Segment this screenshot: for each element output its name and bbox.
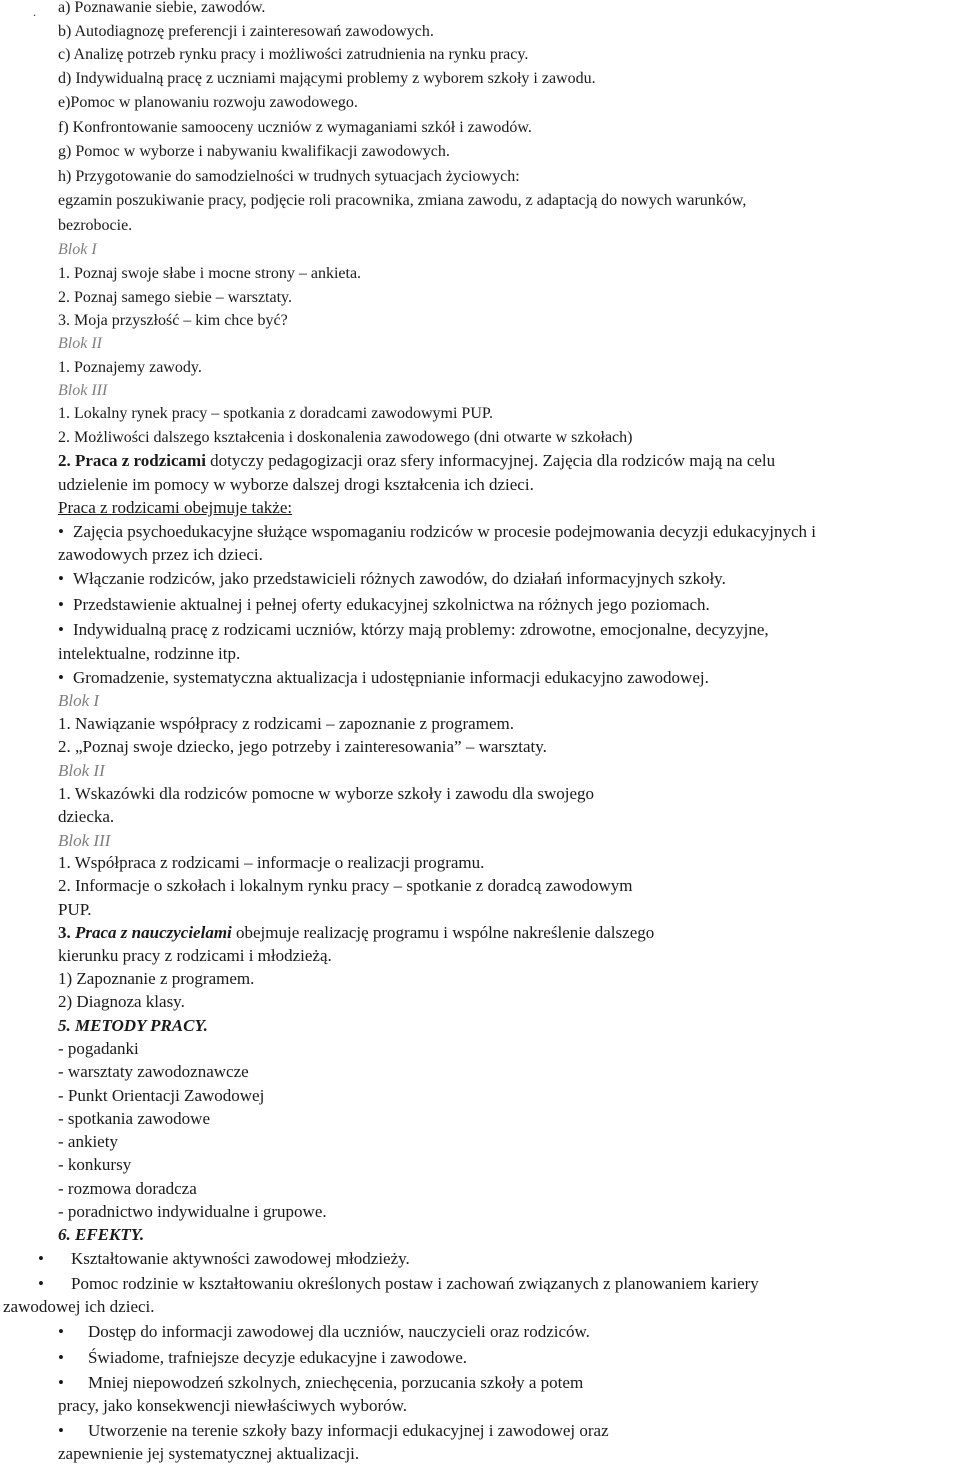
parents-blok-2-item-continued: dziecka.: [58, 807, 115, 826]
methods-item: - spotkania zawodowe: [58, 1109, 211, 1128]
students-blok-3-heading: Blok III: [58, 382, 108, 399]
objective-c: c) Analizę potrzeb rynku pracy i możliwości zatrudnienia na rynku pracy.: [58, 46, 529, 63]
parents-blok-1-heading: Blok I: [58, 691, 100, 710]
parents-bullet-text: Włączanie rodziców, jako przedstawicieli różnych zawodów, do działań informacyjnych szkoły.: [73, 569, 726, 588]
students-blok-1-heading: Blok I: [58, 241, 97, 258]
methods-item: - warsztaty zawodoznawcze: [58, 1062, 249, 1081]
teachers-intro-line-2: kierunku pracy z rodzicami i młodzieżą.: [58, 946, 332, 965]
students-blok-2-heading: Blok II: [58, 335, 102, 352]
effects-item: Dostęp do informacji zawodowej dla uczniów, nauczycieli oraz rodziców.: [88, 1322, 590, 1341]
parents-blok-3-item-continued: PUP.: [58, 900, 92, 919]
parents-section-title: Praca z rodzicami: [75, 451, 206, 470]
methods-item: - poradnictwo indywidualne i grupowe.: [58, 1202, 327, 1221]
parents-bullet-text: Indywidualną pracę z rodzicami uczniów, którzy mają problemy: zdrowotne, emocjonalne, decyzyjne,: [73, 620, 769, 639]
bullet-icon: •: [58, 1348, 64, 1367]
effects-heading: 6. EFEKTY.: [58, 1225, 145, 1244]
effects-item: Pomoc rodzinie w kształtowaniu określonych postaw i zachowań związanych z planowaniem kariery: [71, 1274, 759, 1293]
methods-item: - rozmowa doradcza: [58, 1179, 197, 1198]
effects-item-continued: zawodowej ich dzieci.: [3, 1297, 155, 1316]
methods-heading: 5. METODY PRACY.: [58, 1016, 208, 1035]
parents-intro-text: dotyczy pedagogizacji oraz sfery informacyjnej. Zajęcia dla rodziców mają na celu: [205, 451, 776, 470]
bullet-icon: •: [38, 1249, 44, 1268]
methods-item: - ankiety: [58, 1132, 118, 1151]
objective-d: d) Indywidualną pracę z uczniami mającymi problemy z wyborem szkoły i zawodu.: [58, 70, 596, 87]
parents-intro-line: [58, 451, 775, 471]
parents-bullet-text-continued: intelektualne, rodzinne itp.: [58, 644, 241, 663]
students-blok-2-item: 1. Poznajemy zawody.: [58, 359, 202, 376]
bullet-icon: •: [58, 522, 64, 541]
teachers-item: 1) Zapoznanie z programem.: [58, 969, 255, 988]
students-blok-3-item: 2. Możliwości dalszego kształcenia i doskonalenia zawodowego (dni otwarte w szkołach): [58, 429, 633, 446]
methods-item: - konkursy: [58, 1155, 132, 1174]
objective-b: b) Autodiagnozę preferencji i zainteresowań zawodowych.: [58, 23, 434, 40]
teachers-item: 2) Diagnoza klasy.: [58, 992, 185, 1011]
teachers-intro-line: [58, 923, 654, 943]
parents-blok-1-item: 1. Nawiązanie współpracy z rodzicami – zapoznanie z programem.: [58, 714, 514, 733]
bullet-icon: •: [58, 569, 64, 588]
objective-h-end: bezrobocie.: [58, 217, 133, 234]
parents-blok-3-heading: Blok III: [58, 831, 111, 850]
effects-item: Utworzenie na terenie szkoły bazy informacji edukacyjnej i zawodowej oraz: [88, 1421, 609, 1440]
parents-bullet-text: Zajęcia psychoedukacyjne służące wspomaganiu rodziców w procesie podejmowania decyzji edukacyjnych i: [73, 522, 816, 541]
teachers-intro-text: obejmuje realizację programu i wspólne nakreślenie dalszego: [231, 923, 655, 942]
bullet-icon: •: [58, 1373, 64, 1392]
students-blok-1-item: 1. Poznaj swoje słabe i mocne strony – ankieta.: [58, 265, 362, 282]
effects-item: Mniej niepowodzeń szkolnych, zniechęcenia, porzucania szkoły a potem: [88, 1373, 584, 1392]
bullet-icon: •: [58, 620, 64, 639]
parents-bullet-text-continued: zawodowych przez ich dzieci.: [58, 545, 263, 564]
bullet-icon: •: [58, 1322, 64, 1341]
parents-bullet-text: Gromadzenie, systematyczna aktualizacja i udostępnianie informacji edukacyjno zawodowej.: [73, 668, 709, 687]
parents-also-heading: Praca z rodzicami obejmuje także:: [58, 498, 293, 517]
bullet-icon: •: [58, 1421, 64, 1440]
teachers-section-number: 3.: [58, 923, 71, 942]
students-blok-1-item: 2. Poznaj samego siebie – warsztaty.: [58, 289, 293, 306]
bullet-icon: •: [38, 1274, 44, 1293]
effects-item: Kształtowanie aktywności zawodowej młodzieży.: [71, 1249, 410, 1268]
effects-item-continued: zapewnienie jej systematycznej aktualizacji.: [58, 1444, 360, 1463]
methods-item: - Punkt Orientacji Zawodowej: [58, 1086, 265, 1105]
parents-blok-1-item: 2. „Poznaj swoje dziecko, jego potrzeby i zainteresowania” – warsztaty.: [58, 737, 547, 756]
effects-item: Świadome, trafniejsze decyzje edukacyjne i zawodowe.: [88, 1348, 468, 1367]
parents-blok-3-item: 1. Współpraca z rodzicami – informacje o realizacji programu.: [58, 853, 485, 872]
students-blok-1-item: 3. Moja przyszłość – kim chce być?: [58, 312, 288, 329]
bullet-icon: •: [58, 595, 64, 614]
objective-h-continued: egzamin poszukiwanie pracy, podjęcie roli pracownika, zmiana zawodu, z adaptacją do nowych warunków,: [58, 192, 747, 209]
objective-h: h) Przygotowanie do samodzielności w trudnych sytuacjach życiowych:: [58, 168, 520, 185]
objective-f: f) Konfrontowanie samooceny uczniów z wymaganiami szkół i zawodów.: [58, 119, 532, 136]
teachers-section-title: Praca z nauczycielami: [75, 923, 232, 942]
students-blok-3-item: 1. Lokalny rynek pracy – spotkania z doradcami zawodowymi PUP.: [58, 405, 494, 422]
parents-blok-2-heading: Blok II: [58, 761, 105, 780]
objective-e: e)Pomoc w planowaniu rozwoju zawodowego.: [58, 94, 358, 111]
parents-intro-line-2: udzielenie im pomocy w wyborze dalszej drogi kształcenia ich dzieci.: [58, 475, 534, 494]
objective-a: a) Poznawanie siebie, zawodów.: [58, 0, 266, 16]
parents-section-number: 2.: [58, 451, 71, 470]
parents-blok-2-item: 1. Wskazówki dla rodziców pomocne w wyborze szkoły i zawodu dla swojego: [58, 784, 594, 803]
methods-item: - pogadanki: [58, 1039, 139, 1058]
parents-bullet-text: Przedstawienie aktualnej i pełnej oferty edukacyjnej szkolnictwa na różnych jego poziomach.: [73, 595, 710, 614]
effects-item-continued: pracy, jako konsekwencji niewłaściwych wyborów.: [58, 1396, 408, 1415]
bullet-icon: •: [58, 668, 64, 687]
parents-blok-3-item: 2. Informacje o szkołach i lokalnym rynku pracy – spotkanie z doradcą zawodowym: [58, 876, 633, 895]
objective-g: g) Pomoc w wyborze i nabywaniu kwalifikacji zawodowych.: [58, 143, 450, 160]
lead-dot: .: [33, 5, 36, 19]
